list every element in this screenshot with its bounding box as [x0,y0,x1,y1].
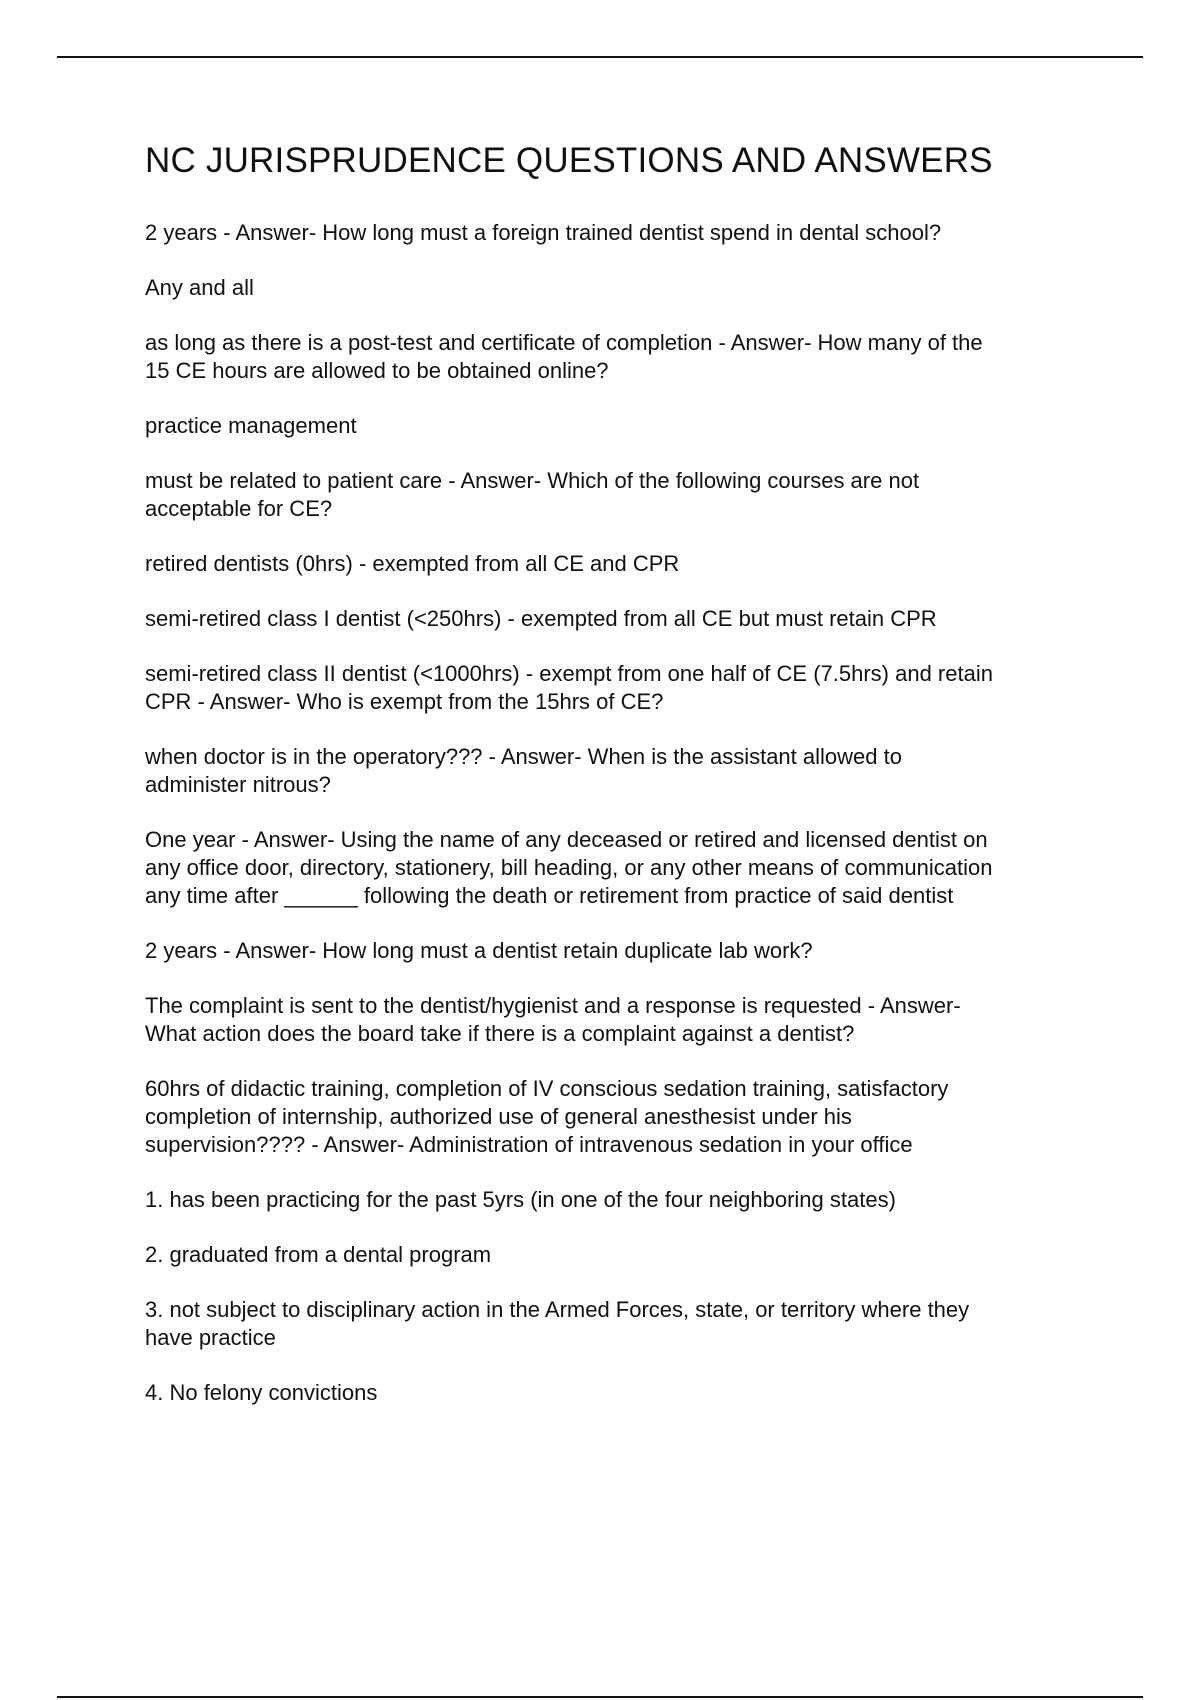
qa-entry: 2. graduated from a dental program [145,1242,492,1267]
top-divider [57,56,1143,58]
qa-list [145,219,1095,1407]
qa-entry: retired dentists (0hrs) - exempted from all CE and CPR [145,551,680,576]
qa-entry: practice management [145,413,357,438]
qa-entry: when doctor is in the operatory??? - Answer- When is the assistant allowed to administer nitrous? [145,744,902,797]
qa-entry: must be related to patient care - Answer- Which of the following courses are not acceptable for CE? [145,468,920,521]
qa-entry: The complaint is sent to the dentist/hygienist and a response is requested - Answer- What action does the board take if there is a complaint against a dentist? [145,993,961,1046]
qa-entry: 4. No felony convictions [145,1380,378,1405]
qa-entry: as long as there is a post-test and certificate of completion - Answer- How many of the 15 CE hours are allowed to be obtained online? [145,330,983,383]
qa-entry: Any and all [145,275,254,300]
page-title: NC JURISPRUDENCE QUESTIONS AND ANSWERS [145,141,993,180]
qa-entry: 1. has been practicing for the past 5yrs (in one of the four neighboring states) [145,1187,896,1212]
qa-entry: 60hrs of didactic training, completion of IV conscious sedation training, satisfactory completion of internship, authorized use of general anesthesist under his supervision???? - Answer- Administration of intravenous sedation in your office [145,1076,949,1157]
document-body [145,140,1095,1434]
qa-entry: semi-retired class I dentist (<250hrs) - exempted from all CE but must retain CPR [145,606,937,631]
qa-entry: 2 years - Answer- How long must a foreign trained dentist spend in dental school? [145,220,942,245]
qa-entry: 2 years - Answer- How long must a dentist retain duplicate lab work? [145,938,813,963]
qa-entry: 3. not subject to disciplinary action in the Armed Forces, state, or territory where they have practice [145,1297,970,1350]
qa-entry: One year - Answer- Using the name of any deceased or retired and licensed dentist on any office door, directory, stationery, bill heading, or any other means of communication any time after ______ following the death or retirement from practice of said dentist [145,827,993,908]
qa-entry: semi-retired class II dentist (<1000hrs) - exempt from one half of CE (7.5hrs) and retain CPR - Answer- Who is exempt from the 15hrs of CE? [145,661,993,714]
bottom-divider [57,1696,1143,1698]
